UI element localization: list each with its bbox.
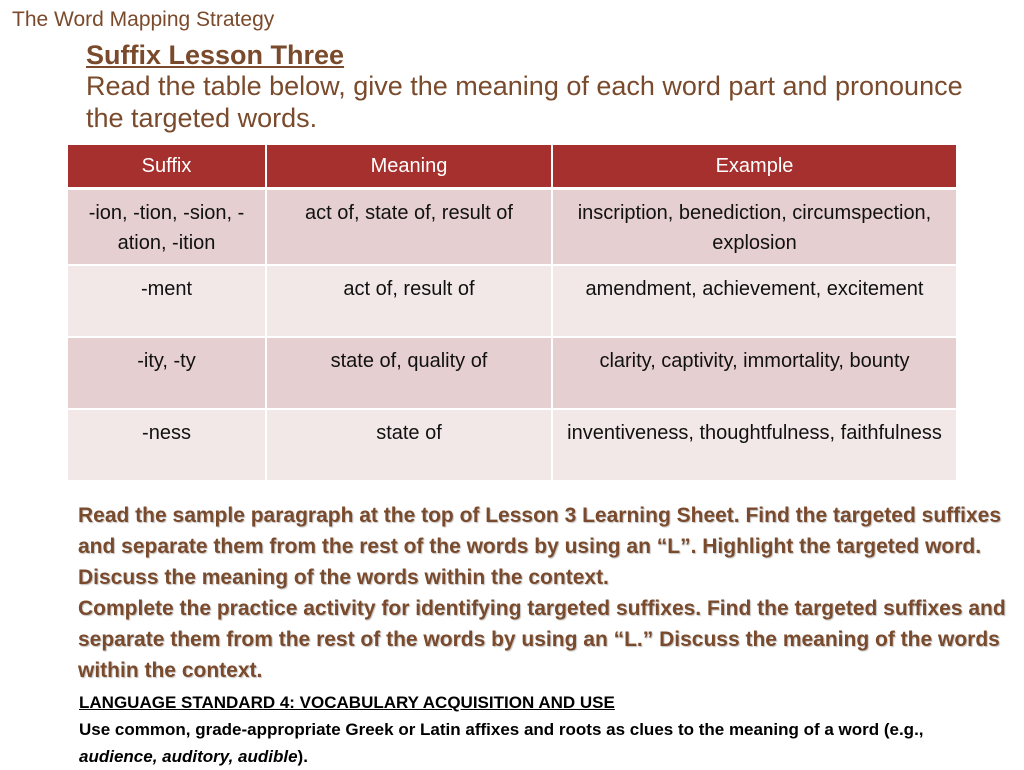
table-row	[68, 337, 956, 409]
table-row	[68, 409, 956, 481]
lesson-instruction: Read the table below, give the meaning of each word part and pronounce the targeted words.	[86, 71, 963, 133]
meaning-cell: act of, result of	[266, 265, 552, 337]
standard-text-before: Use common, grade-appropriate Greek or Latin affixes and roots as clues to the meaning of a word (e.g.,	[79, 720, 924, 739]
standard-text-after: ).	[297, 747, 308, 766]
example-cell: clarity, captivity, immortality, bounty	[552, 337, 956, 409]
task-paragraph-practice: Complete the practice activity for identifying targeted suffixes. Find the targeted suffixes and separate them from the rest of the words by using an “L.” Discuss the meaning of the words within the context.	[78, 597, 1006, 682]
column-header-suffix: Suffix	[68, 145, 266, 189]
table-row	[68, 189, 956, 266]
example-cell: inscription, benediction, circumspection, explosion	[552, 189, 956, 266]
suffix-cell: -ity, -ty	[68, 337, 266, 409]
title-block	[86, 40, 986, 134]
suffix-cell: -ness	[68, 409, 266, 481]
standard-examples: audience, auditory, audible	[79, 747, 298, 766]
standard-title: LANGUAGE STANDARD 4: VOCABULARY ACQUISITION AND USE	[79, 693, 615, 712]
meaning-cell: state of	[266, 409, 552, 481]
table-header-row	[68, 145, 956, 189]
task-instructions	[78, 500, 1008, 686]
suffix-table	[68, 145, 956, 482]
suffix-cell: -ion, -tion, -sion, -ation, -ition	[68, 189, 266, 266]
meaning-cell: act of, state of, result of	[266, 189, 552, 266]
language-standard	[79, 689, 979, 770]
meaning-cell: state of, quality of	[266, 337, 552, 409]
table-row	[68, 265, 956, 337]
column-header-meaning: Meaning	[266, 145, 552, 189]
suffix-cell: -ment	[68, 265, 266, 337]
lesson-title: Suffix Lesson Three	[86, 40, 345, 70]
column-header-example: Example	[552, 145, 956, 189]
task-paragraph-learning-sheet: Read the sample paragraph at the top of Lesson 3 Learning Sheet. Find the targeted suffixes and separate them from the rest of the words by using an “L”. Highlight the targeted word. Discuss the meaning of the words within the context.	[78, 504, 1002, 589]
example-cell: inventiveness, thoughtfulness, faithfulness	[552, 409, 956, 481]
example-cell: amendment, achievement, excitement	[552, 265, 956, 337]
standard-text	[79, 716, 979, 770]
presentation-brand: The Word Mapping Strategy	[12, 8, 275, 31]
